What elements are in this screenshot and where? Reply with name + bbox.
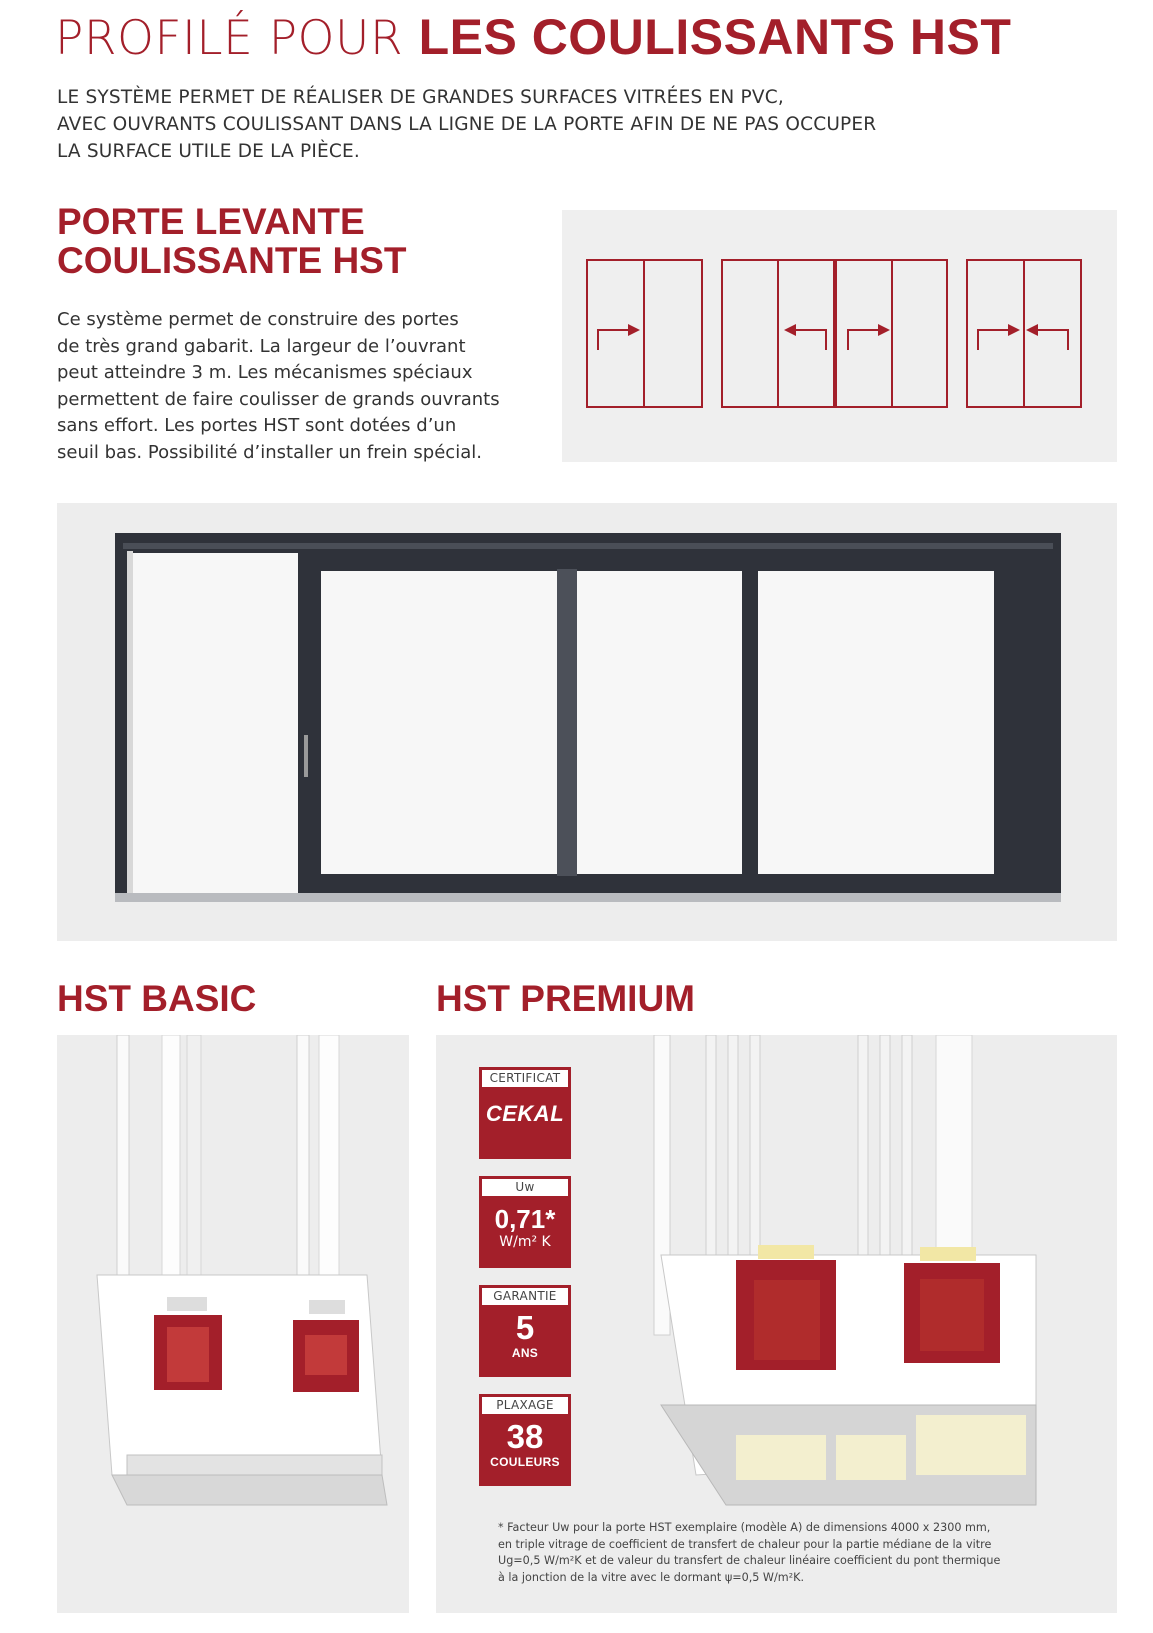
cekal-logo: CEKAL bbox=[485, 1101, 565, 1126]
plaxage-badge bbox=[479, 1394, 571, 1486]
uw-unit: W/m² K bbox=[499, 1234, 551, 1250]
hst-basic-panel bbox=[57, 1035, 409, 1613]
page-title bbox=[55, 8, 1011, 66]
desc-line: seuil bas. Possibilité d’installer un frein spécial. bbox=[57, 441, 482, 463]
hst-premium-title: HST PREMIUM bbox=[436, 978, 695, 1019]
intro-text bbox=[57, 84, 1057, 165]
plaxage-label: PLAXAGE bbox=[482, 1397, 568, 1414]
sliding-door-image bbox=[57, 503, 1117, 941]
certificat-badge bbox=[479, 1067, 571, 1159]
hst-basic-title: HST BASIC bbox=[57, 978, 257, 1019]
uw-badge bbox=[479, 1176, 571, 1268]
footnote-line: en triple vitrage de coefficient de transfert de chaleur pour la partie médiane de la vitre bbox=[498, 1537, 992, 1551]
garantie-unit: ANS bbox=[511, 1346, 539, 1360]
arrow-right-icon bbox=[598, 330, 632, 350]
desc-line: permettent de faire coulisser de grands ouvrants bbox=[57, 388, 500, 410]
intro-line: LA SURFACE UTILE DE LA PIÈCE. bbox=[57, 141, 361, 162]
porte-heading bbox=[57, 202, 406, 280]
footnote bbox=[498, 1520, 1108, 1586]
desc-line: de très grand gabarit. La largeur de l’ouvrant bbox=[57, 335, 466, 357]
garantie-badge bbox=[479, 1285, 571, 1377]
arrow-right-icon bbox=[848, 330, 882, 350]
porte-heading-line2: COULISSANTE HST bbox=[57, 240, 407, 281]
uw-label: Uw bbox=[482, 1179, 568, 1196]
arrow-left-icon bbox=[792, 330, 826, 350]
desc-line: sans effort. Les portes HST sont dotées d’un bbox=[57, 415, 457, 436]
opening-schemes-diagram bbox=[562, 210, 1117, 462]
footnote-line: à la jonction de la vitre avec le dormant ψ=0,5 W/m²K. bbox=[498, 1570, 805, 1584]
sliding-door-illustration bbox=[57, 503, 1117, 941]
arrow-left-icon bbox=[1034, 330, 1068, 350]
porte-heading-line1: PORTE LEVANTE bbox=[57, 201, 365, 242]
door-handle bbox=[304, 735, 308, 777]
title-bold: LES COULISSANTS HST bbox=[418, 9, 1012, 65]
intro-line: LE SYSTÈME PERMET DE RÉALISER DE GRANDES SURFACES VITRÉES EN PVC, bbox=[57, 87, 784, 108]
footnote-line: Ug=0,5 W/m²K et de valeur du transfert de chaleur linéaire coefficient du pont thermique bbox=[498, 1554, 1001, 1567]
garantie-label: GARANTIE bbox=[482, 1288, 568, 1305]
title-light: PROFILÉ POUR bbox=[55, 11, 404, 66]
hst-premium-panel bbox=[436, 1035, 1117, 1613]
certificat-label: CERTIFICAT bbox=[482, 1070, 568, 1087]
hst-basic-profile-illustration bbox=[57, 1035, 409, 1613]
uw-value: 0,71* bbox=[494, 1204, 556, 1234]
desc-line: peut atteindre 3 m. Les mécanismes spéciaux bbox=[57, 362, 473, 383]
desc-line: Ce système permet de construire des portes bbox=[57, 309, 459, 330]
footnote-line: * Facteur Uw pour la porte HST exemplaire (modèle A) de dimensions 4000 x 2300 mm, bbox=[498, 1521, 991, 1534]
plaxage-value: 38 bbox=[506, 1418, 544, 1455]
porte-description bbox=[57, 307, 547, 466]
opening-schemes-panel bbox=[562, 210, 1117, 462]
garantie-value: 5 bbox=[515, 1309, 535, 1346]
arrow-right-icon bbox=[978, 330, 1012, 350]
plaxage-unit: COULEURS bbox=[490, 1455, 560, 1469]
intro-line: AVEC OUVRANTS COULISSANT DANS LA LIGNE DE LA PORTE AFIN DE NE PAS OCCUPER bbox=[57, 114, 877, 135]
